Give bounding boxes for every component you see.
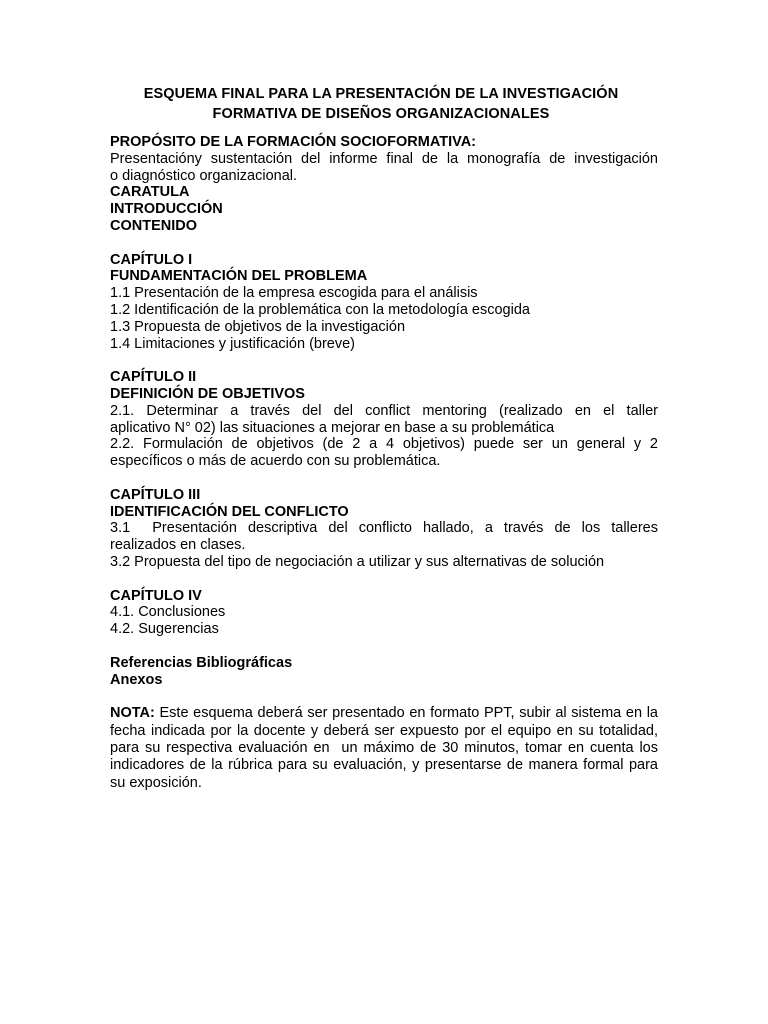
section-spacer	[110, 352, 658, 369]
chapter-2-label: CAPÍTULO II	[110, 369, 197, 386]
proposito-text-line-2: o diagnóstico organizacional.	[110, 167, 298, 184]
chapter-1-item: 1.3 Propuesta de objetivos de la investigación	[110, 318, 406, 335]
chapter-1-item: 1.2 Identificación de la problemática con la metodología escogida	[110, 301, 530, 318]
chapter-1-title: FUNDAMENTACIÓN DEL PROBLEMA	[110, 268, 368, 285]
chapter-1-item: 1.1 Presentación de la empresa escogida para el análisis	[110, 285, 478, 302]
section-spacer	[110, 638, 658, 655]
proposito-heading: PROPÓSITO DE LA FORMACIÓN SOCIOFORMATIVA:	[110, 134, 476, 150]
contenido-heading: CONTENIDO	[110, 217, 197, 234]
nota-paragraph	[110, 705, 663, 792]
chapter-2-item-2-line-2: específicos o más de acuerdo con su problemática.	[110, 453, 441, 470]
section-spacer	[110, 688, 658, 705]
chapter-3-item-2: 3.2 Propuesta del tipo de negociación a utilizar y sus alternativas de solución	[110, 553, 605, 570]
chapter-2-title: DEFINICIÓN DE OBJETIVOS	[110, 385, 305, 402]
chapter-4-label: CAPÍTULO IV	[110, 587, 202, 604]
title-line-1: ESQUEMA FINAL PARA LA PRESENTACIÓN DE LA INVESTIGACIÓN	[143, 86, 619, 102]
section-spacer	[110, 235, 658, 252]
introduccion-heading: INTRODUCCIÓN	[110, 201, 223, 218]
document-title	[104, 84, 658, 124]
chapter-3-title: IDENTIFICACIÓN DEL CONFLICTO	[110, 503, 349, 520]
nota-text: Este esquema deberá ser presentado en formato PPT, subir al sistema en la fecha indicada por la docente y deberá ser expuesto por el equipo en su totalidad, para su respectiva evaluación en un máximo de 30 minutos, tomar en cuenta los indicadores de la rúbrica para su evaluación, y presentarse de manera formal para su exposición.	[110, 705, 663, 791]
caratula-heading: CARATULA	[110, 184, 190, 201]
title-line-2: FORMATIVA DE DISEÑOS ORGANIZACIONALES	[212, 106, 550, 122]
chapter-1-item: 1.4 Limitaciones y justificación (breve)	[110, 335, 355, 352]
chapter-4-item: 4.1. Conclusiones	[110, 604, 226, 621]
chapter-3-label: CAPÍTULO III	[110, 486, 201, 503]
chapter-2-item-2-line-1: 2.2. Formulación de objetivos (de 2 a 4 objetivos) puede ser un general y 2	[110, 436, 658, 453]
referencias-heading: Referencias Bibliográficas	[110, 654, 293, 671]
chapter-2-item-1-line-2: aplicativo N° 02) las situaciones a mejorar en base a su problemática	[110, 419, 555, 436]
chapter-2-item-1-line-1: 2.1. Determinar a través del del conflict mentoring (realizado en el taller	[110, 402, 658, 419]
section-spacer	[110, 470, 658, 487]
proposito-text-line-1: Presentacióny sustentación del informe final de la monografía de investigación	[110, 150, 658, 167]
chapter-1-label: CAPÍTULO I	[110, 251, 193, 268]
chapter-4-item: 4.2. Sugerencias	[110, 621, 219, 638]
chapter-3-item-1-line-1: 3.1 Presentación descriptiva del conflicto hallado, a través de los talleres	[110, 520, 658, 537]
chapter-3-item-1-line-2: realizados en clases.	[110, 537, 246, 554]
section-spacer	[110, 571, 658, 588]
nota-label: NOTA:	[110, 705, 155, 722]
anexos-heading: Anexos	[110, 671, 163, 688]
